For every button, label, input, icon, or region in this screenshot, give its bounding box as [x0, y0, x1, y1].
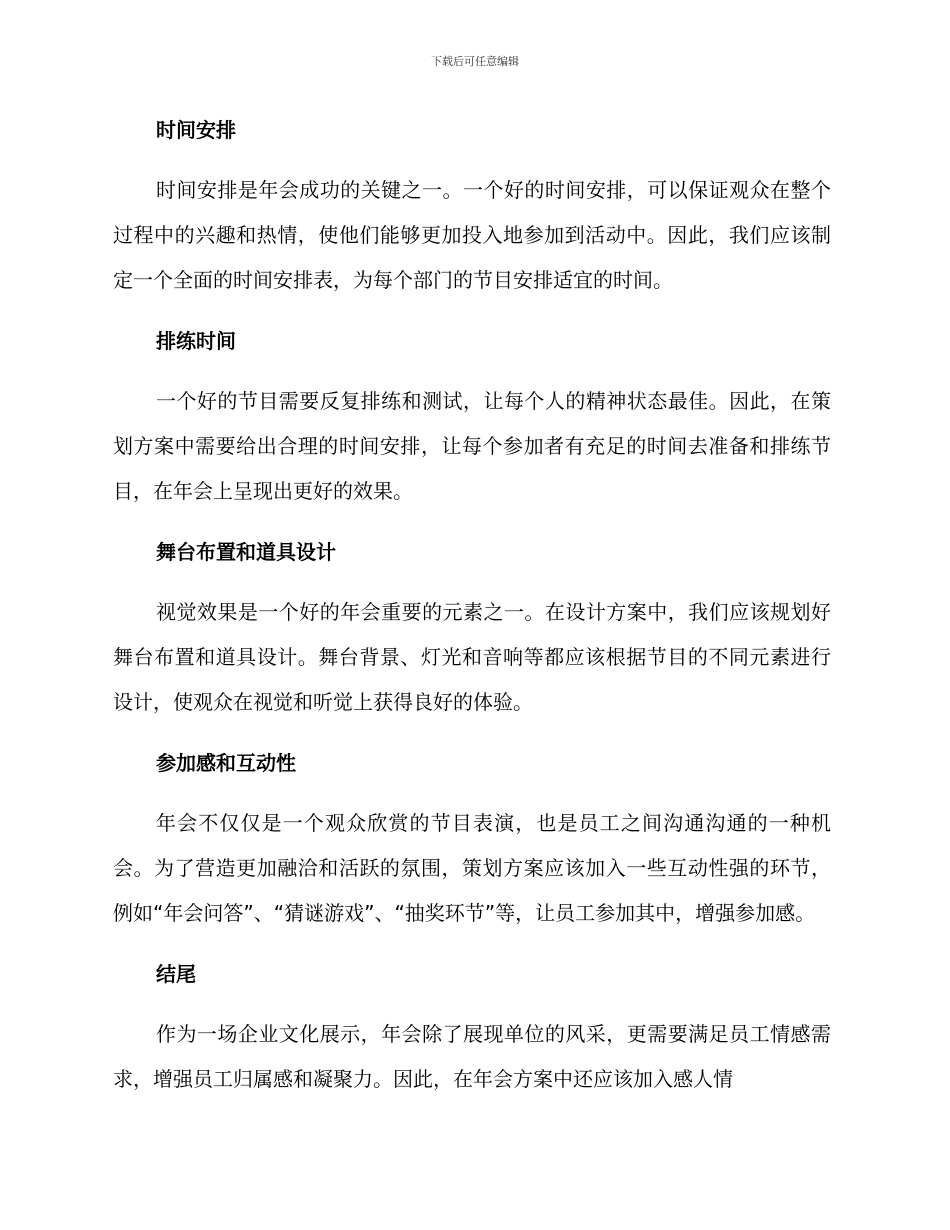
section-paragraph: 年会不仅仅是一个观众欣赏的节目表演，也是员工之间沟通沟通的一种机会。为了营造更加融洽和活跃的氛围，策划方案应该加入一些互动性强的环节，例如“年会问答”、“猜谜游戏”、“抽奖环节”等，让员工参加其中，增强参加感。	[113, 811, 831, 925]
section-paragraph: 视觉效果是一个好的年会重要的元素之一。在设计方案中，我们应该规划好舞台布置和道具设计。舞台背景、灯光和音响等都应该根据节目的不同元素进行设计，使观众在视觉和听觉上获得良好的体验。	[113, 600, 831, 714]
section-paragraph: 作为一场企业文化展示，年会除了展现单位的风采，更需要满足员工情感需求，增强员工归属感和凝聚力。因此，在年会方案中还应该加入感人情	[113, 1022, 831, 1091]
page-header: 下载后可任意编辑	[431, 55, 519, 68]
section-heading: 参加感和互动性	[156, 751, 296, 775]
section-paragraph: 时间安排是年会成功的关键之一。一个好的时间安排，可以保证观众在整个过程中的兴趣和热情，使他们能够更加投入地参加到活动中。因此，我们应该制定一个全面的时间安排表，为每个部门的节目安排适宜的时间。	[113, 178, 831, 292]
section-paragraph: 一个好的节目需要反复排练和测试，让每个人的精神状态最佳。因此，在策划方案中需要给出合理的时间安排，让每个参加者有充足的时间去准备和排练节目，在年会上呈现出更好的效果。	[113, 389, 831, 503]
section-heading: 结尾	[156, 962, 196, 986]
document-body	[113, 108, 831, 1102]
section-heading: 时间安排	[156, 118, 236, 142]
section-heading: 排练时间	[156, 329, 236, 353]
section-heading: 舞台布置和道具设计	[156, 540, 336, 564]
